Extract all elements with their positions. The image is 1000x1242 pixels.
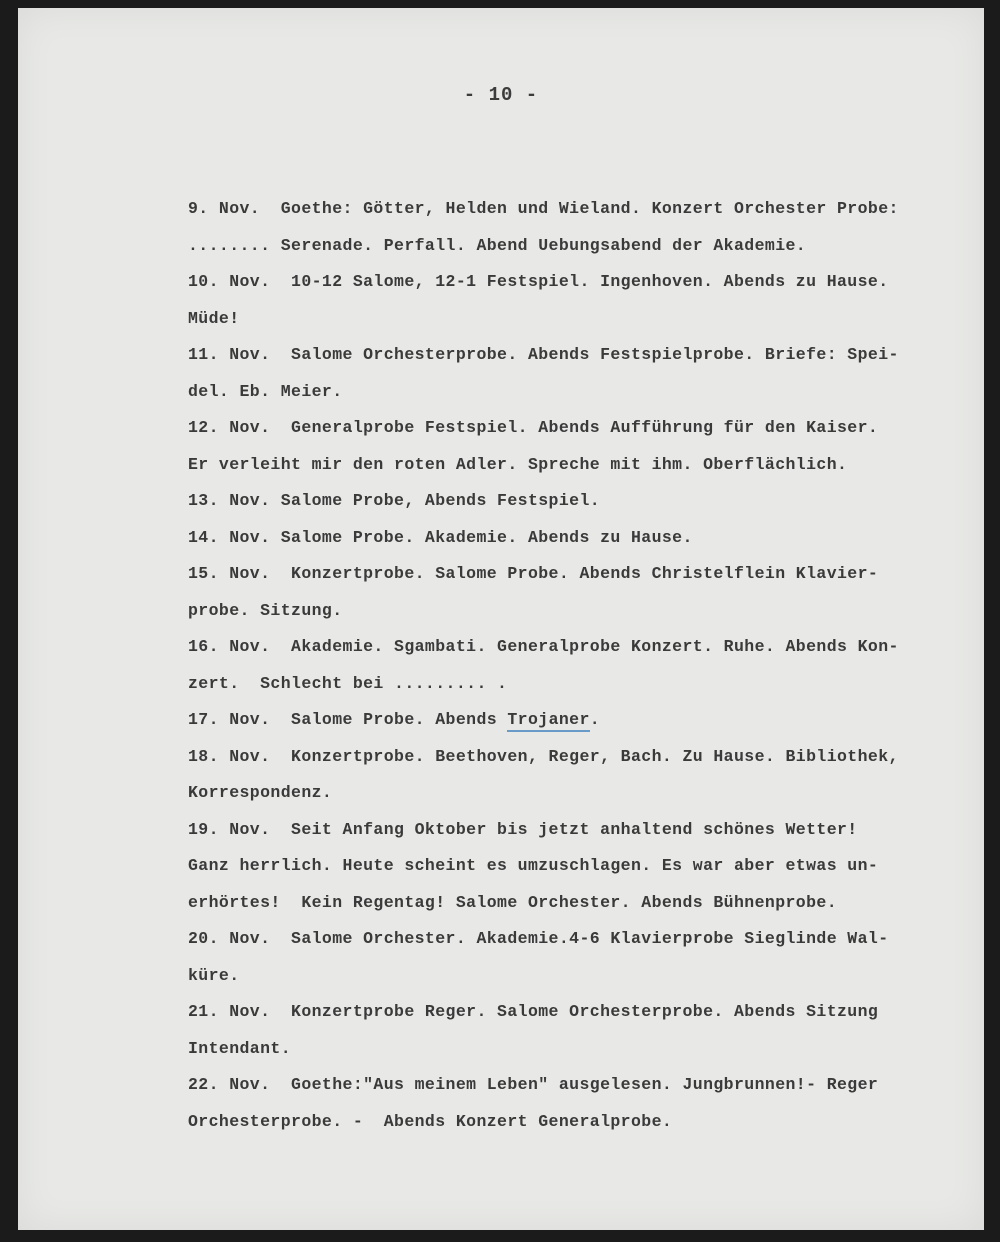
text-line: 12. Nov. Generalprobe Festspiel. Abends Aufführung für den Kaiser. [188,418,879,437]
text-line: Intendant. [188,1038,292,1058]
text-line: 13. Nov. Salome Probe, Abends Festspiel. [188,491,601,510]
text-line: 20. Nov. Salome Orchester. Akademie.4-6 Klavierprobe Sieglinde Wal- [188,929,889,948]
text-line: zert. Schlecht bei ......... . [188,673,508,693]
line-text: 17. Nov. Salome Probe. Abends [188,710,508,729]
text-line: ........ Serenade. Perfall. Abend Uebungsabend der Akademie. [188,235,807,255]
text-line: 10. Nov. 10-12 Salome, 12-1 Festspiel. Ingenhoven. Abends zu Hause. [188,272,889,291]
diary-text [188,191,968,1140]
text-line: küre. [188,965,240,985]
text-line: Korrespondenz. [188,783,333,802]
underlined-word: Trojaner [507,710,589,732]
text-line: 22. Nov. Goethe:"Aus meinem Leben" ausgelesen. Jungbrunnen!- Reger [188,1075,879,1094]
text-line: del. Eb. Meier. [188,381,343,401]
text-line: 9. Nov. Goethe: Götter, Helden und Wieland. Konzert Orchester Probe: [188,199,899,218]
text-line: 14. Nov. Salome Probe. Akademie. Abends zu Hause. [188,527,693,547]
text-line: 21. Nov. Konzertprobe Reger. Salome Orchesterprobe. Abends Sitzung [188,1002,879,1021]
text-line: 16. Nov. Akademie. Sgambati. Generalprobe Konzert. Ruhe. Abends Kon- [188,637,899,656]
text-line: Ganz herrlich. Heute scheint es umzuschlagen. Es war aber etwas un- [188,856,879,875]
text-line: probe. Sitzung. [188,600,343,620]
text-line-underlined [188,702,968,739]
text-line: Er verleiht mir den roten Adler. Spreche mit ihm. Oberflächlich. [188,454,848,474]
page-number: - 10 - [463,84,539,106]
text-line: 15. Nov. Konzertprobe. Salome Probe. Abends Christelflein Klavier- [188,564,879,583]
text-line: Orchesterprobe. - Abends Konzert Generalprobe. [188,1111,673,1131]
line-end: . [589,710,601,729]
text-line: Müde! [188,308,240,328]
text-line: 19. Nov. Seit Anfang Oktober bis jetzt anhaltend schönes Wetter! [188,819,858,839]
document-page [18,8,984,1230]
text-line: erhörtes! Kein Regentag! Salome Orchester. Abends Bühnenprobe. [188,892,838,912]
text-line: 18. Nov. Konzertprobe. Beethoven, Reger, Bach. Zu Hause. Bibliothek, [188,746,899,766]
text-line: 11. Nov. Salome Orchesterprobe. Abends Festspielprobe. Briefe: Spei- [188,345,899,364]
